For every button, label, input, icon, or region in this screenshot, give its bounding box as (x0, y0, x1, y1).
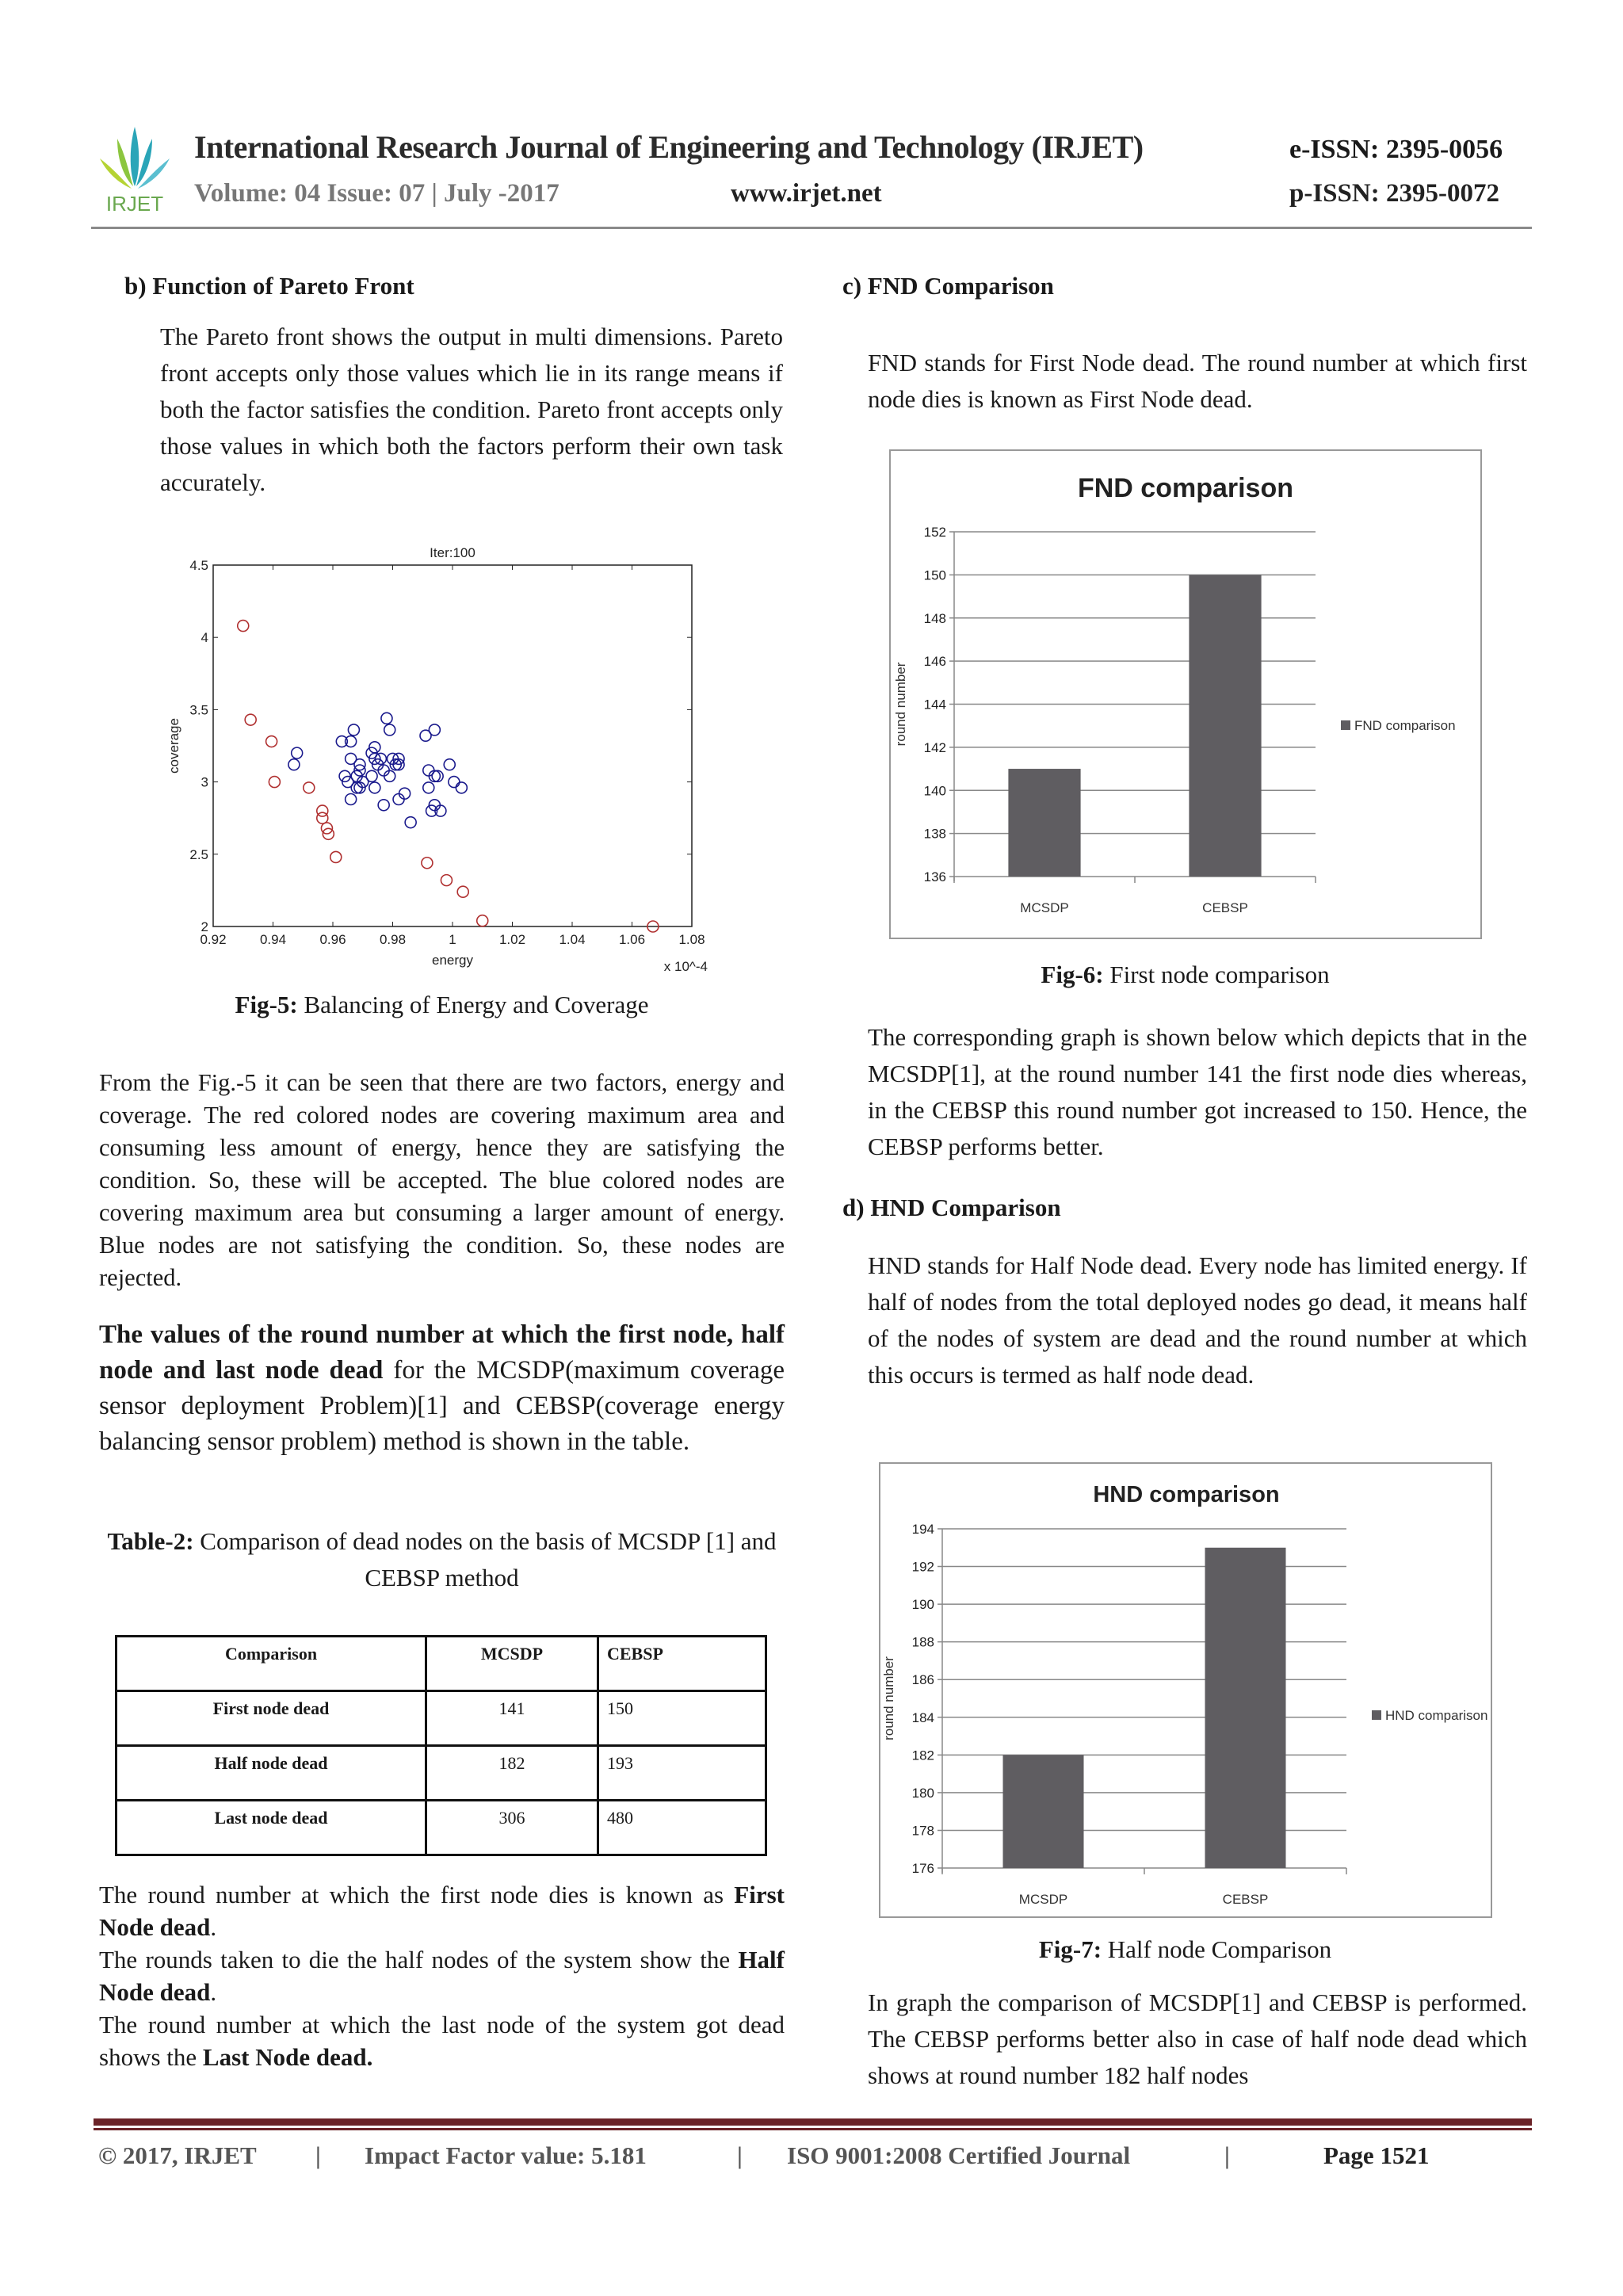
y-tick-label: 182 (911, 1748, 934, 1763)
plot-area (213, 565, 692, 926)
definitions (99, 1878, 785, 2073)
website-link[interactable]: www.irjet.net (731, 179, 882, 208)
table-row (116, 1746, 766, 1801)
eissn: e-ISSN: 2395-0056 (1289, 135, 1503, 164)
y-axis-label: round number (881, 1656, 896, 1740)
y-tick-label: 3.5 (189, 702, 208, 718)
fig5-caption-text: Balancing of Energy and Coverage (297, 991, 649, 1018)
footer-iso: ISO 9001:2008 Certified Journal (787, 2141, 1131, 2169)
irjet-logo (94, 119, 177, 214)
footer-impact-factor: Impact Factor value: 5.181 (365, 2141, 647, 2169)
y-axis-label: coverage (166, 718, 181, 774)
footer-separator: | (315, 2141, 321, 2169)
table-cell: Last node dead (116, 1801, 426, 1855)
chart-title: HND comparison (1093, 1482, 1280, 1507)
section-c-heading: c) FND Comparison (842, 272, 1054, 300)
x-tick-label: 0.98 (379, 932, 407, 947)
footer-rule-thin (94, 2128, 1532, 2130)
table-cell: First node dead (116, 1691, 426, 1746)
y-tick-label: 3 (200, 774, 208, 790)
y-tick-label: 148 (923, 610, 946, 626)
fnd-bar-chart (889, 449, 1482, 939)
x-tick-label: 0.94 (259, 932, 287, 947)
legend-label: HND comparison (1385, 1708, 1488, 1723)
footer-separator: | (1224, 2141, 1230, 2169)
x-tick-label: 1 (449, 932, 456, 947)
section-b-paragraph: The Pareto front shows the output in multi dimensions. Pareto front accepts only those values which lie in its range means if both the factor satisfies the condition. Pareto front accepts only those values in which both the factors perform their own task accurately. (160, 323, 783, 496)
table-cell: 480 (598, 1801, 766, 1855)
hnd-bar-chart (879, 1462, 1492, 1918)
fig5-label: Fig-5: (235, 991, 298, 1018)
section-c-paragraph: FND stands for First Node dead. The round number at which first node dies is known as First Node dead. (868, 349, 1527, 413)
volume-issue: Volume: 04 Issue: 07 | July -2017 (194, 179, 559, 208)
table-header: MCSDP (426, 1637, 598, 1691)
y-tick-label: 194 (911, 1522, 934, 1537)
x-category-label: CEBSP (1222, 1892, 1269, 1907)
table-cell: Half node dead (116, 1746, 426, 1801)
fig7-caption (842, 1935, 1528, 1964)
table2-label: Table-2: (107, 1527, 194, 1555)
fig5-caption (99, 991, 785, 1019)
table2-caption-text: Comparison of dead nodes on the basis of MCSDP [1] and CEBSP method (193, 1527, 777, 1591)
y-tick-label: 142 (923, 739, 946, 755)
legend-swatch (1372, 1710, 1381, 1720)
y-tick-label: 190 (911, 1597, 934, 1613)
y-tick-label: 146 (923, 654, 946, 670)
pareto-scatter-chart (155, 531, 725, 983)
bar-mcsdp (1003, 1755, 1084, 1868)
logo-leaves-icon (94, 119, 177, 214)
logo-text: IRJET (105, 192, 164, 214)
y-tick-label: 150 (923, 567, 946, 583)
round-values-bold: The values of the round number at which the first node, half node and last node dead (99, 1320, 785, 1385)
fig6-caption (842, 961, 1528, 989)
fig7-paragraph: In graph the comparison of MCSDP[1] and CEBSP is performed. The CEBSP performs better also in case of half node dead which shows at round number 182 half nodes (868, 1988, 1527, 2089)
x-tick-label: 1.06 (618, 932, 646, 947)
y-tick-label: 4.5 (189, 558, 208, 573)
fig6-label: Fig-6: (1041, 961, 1104, 988)
x-multiplier: x 10^-4 (663, 959, 708, 974)
y-tick-label: 140 (923, 783, 946, 799)
legend-swatch (1341, 720, 1350, 730)
table-row (116, 1691, 766, 1746)
y-tick-label: 144 (923, 697, 946, 712)
section-b-heading: b) Function of Pareto Front (124, 272, 414, 300)
definition-fnd-text: The round number at which the first node dies is known as (99, 1881, 735, 1908)
chart-title: Iter:100 (430, 545, 475, 560)
definition-hnd-text: The rounds taken to die the half nodes of the system show the (99, 1946, 739, 1973)
footer-copyright: © 2017, IRJET (98, 2141, 257, 2169)
paragraph-round-values (99, 1317, 785, 1460)
y-tick-label: 180 (911, 1785, 934, 1801)
fig7-label: Fig-7: (1038, 1935, 1102, 1963)
definition-hnd: The rounds taken to die the half nodes of the system show the Half Node dead. (99, 1946, 785, 2006)
definition-fnd: The round number at which the first node dies is known as First Node dead. (99, 1881, 785, 1941)
table-header: CEBSP (598, 1637, 766, 1691)
legend-label: FND comparison (1354, 718, 1456, 733)
y-tick-label: 152 (923, 525, 946, 540)
footer-page-number: Page 1521 (1323, 2141, 1430, 2169)
y-tick-label: 2 (200, 919, 208, 934)
journal-title: International Research Journal of Engineering and Technology (IRJET) (194, 129, 1144, 165)
x-axis-label: energy (432, 953, 473, 968)
fig7-caption-text: Half node Comparison (1102, 1935, 1332, 1963)
section-d-heading: d) HND Comparison (842, 1194, 1061, 1221)
x-tick-label: 0.96 (319, 932, 346, 947)
y-tick-label: 2.5 (189, 846, 208, 862)
x-category-label: CEBSP (1202, 900, 1248, 915)
bar-cebsp (1205, 1548, 1286, 1868)
table-cell: 141 (426, 1691, 598, 1746)
y-tick-label: 138 (923, 826, 946, 842)
pissn: p-ISSN: 2395-0072 (1289, 179, 1499, 208)
table-cell: 182 (426, 1746, 598, 1801)
table-cell: 150 (598, 1691, 766, 1746)
footer-rule-thick (94, 2118, 1532, 2126)
definition-fnd-term: First Node dead (99, 1881, 785, 1941)
table-cell: 193 (598, 1746, 766, 1801)
x-category-label: MCSDP (1018, 1892, 1068, 1907)
definition-lnd (99, 2008, 785, 2073)
chart-title: FND comparison (1077, 473, 1294, 503)
x-category-label: MCSDP (1020, 900, 1069, 915)
y-tick-label: 4 (200, 630, 208, 646)
definition-lnd-text: The round number at which the last node of the system got dead shows the (99, 2011, 785, 2071)
definition-lnd-term: Last Node dead. (202, 2043, 373, 2071)
x-tick-label: 1.02 (498, 932, 526, 947)
x-tick-label: 1.04 (559, 932, 586, 947)
y-axis-label: round number (893, 662, 908, 747)
dead-nodes-table (115, 1635, 767, 1856)
paragraph-energy-coverage: From the Fig.-5 it can be seen that there are two factors, energy and coverage. The red colored nodes are covering maximum area and consuming less amount of energy, hence they are satisfying the condition. So, these will be accepted. The blue colored nodes are covering maximum area but consuming a larger amount of energy. Blue nodes are not satisfying the condition. So, these nodes are rejected. (99, 1069, 785, 1291)
table-row (116, 1801, 766, 1855)
y-tick-label: 192 (911, 1559, 934, 1575)
bar-cebsp (1189, 575, 1261, 877)
round-values-rest: for the MCSDP(maximum coverage sensor deployment Problem)[1] and CEBSP(coverage energy balancing sensor problem) method is shown in the table. (99, 1356, 785, 1456)
y-tick-label: 176 (911, 1861, 934, 1876)
table-cell: 306 (426, 1801, 598, 1855)
footer-separator: | (737, 2141, 743, 2169)
y-tick-label: 186 (911, 1672, 934, 1688)
y-tick-label: 136 (923, 869, 946, 884)
table-header: Comparison (116, 1637, 426, 1691)
y-tick-label: 188 (911, 1634, 934, 1650)
section-d-paragraph: HND stands for Half Node dead. Every node has limited energy. If half of nodes from the total deployed nodes go dead, it means half of the nodes of system are dead and the round number at which this occurs is termed as half node dead. (868, 1251, 1527, 1389)
table2-caption (99, 1523, 785, 1596)
x-tick-label: 0.92 (200, 932, 227, 947)
definition-hnd-term: Half Node dead (99, 1946, 785, 2006)
bar-mcsdp (1008, 769, 1080, 877)
table-header-row (116, 1637, 766, 1691)
fig6-paragraph: The corresponding graph is shown below which depicts that in the MCSDP[1], at the round number 141 the first node dies whereas, in the CEBSP this round number got increased to 150. Hence, the CEBSP performs better. (868, 1023, 1527, 1160)
y-tick-label: 178 (911, 1823, 934, 1839)
header-divider (91, 227, 1532, 229)
fig6-caption-text: First node comparison (1103, 961, 1330, 988)
y-tick-label: 184 (911, 1710, 934, 1725)
x-tick-label: 1.08 (678, 932, 705, 947)
